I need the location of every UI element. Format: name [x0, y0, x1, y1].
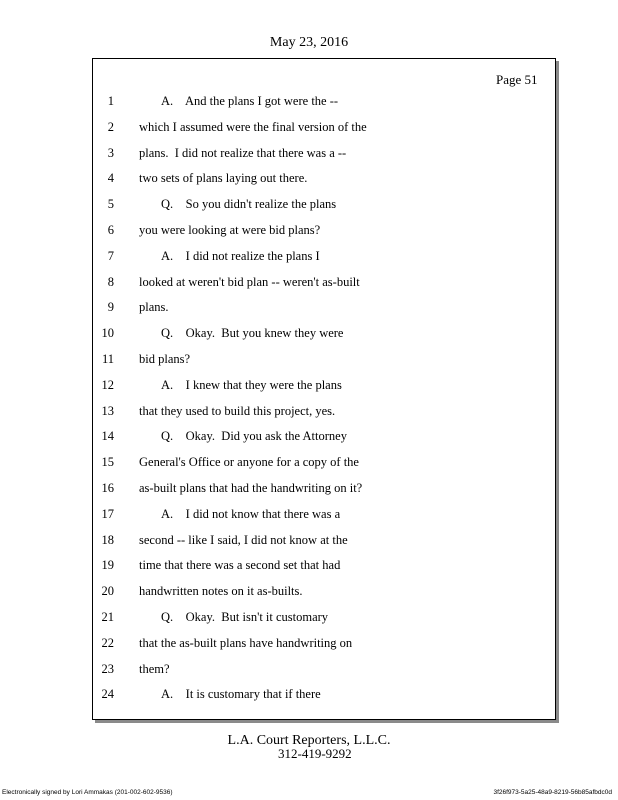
line-text: bid plans?: [139, 352, 191, 366]
line-text: Q. So you didn't realize the plans: [161, 197, 337, 212]
line-number: 11: [101, 352, 114, 366]
transcript-line: [0, 558, 618, 576]
line-text: which I assumed were the final version of the: [139, 119, 367, 134]
line-number: 10: [101, 326, 114, 341]
line-text: plans.: [139, 300, 169, 315]
transcript-line: [0, 300, 618, 318]
transcript-line: [0, 533, 618, 551]
line-number: 24: [101, 687, 114, 702]
line-text: as-built plans that had the handwriting on it?: [139, 481, 363, 495]
transcript-line: [0, 507, 618, 525]
line-number: 14: [101, 429, 114, 444]
line-number: 2: [107, 119, 114, 134]
transcript-line: [0, 481, 618, 499]
line-text: Q. Okay. But isn't it customary: [161, 610, 329, 624]
page-number: Page 51: [496, 72, 538, 87]
transcript-line: [0, 662, 618, 680]
line-number: 6: [107, 223, 114, 237]
transcript-line: [0, 171, 618, 189]
line-number: 21: [101, 610, 114, 624]
line-number: 5: [107, 197, 114, 212]
line-number: 4: [107, 171, 114, 186]
line-number: 17: [101, 506, 114, 521]
line-number: 7: [107, 248, 114, 263]
document-hash: 3f26f973-5a25-48a9-8219-56b85afbdc0d: [493, 789, 612, 796]
line-text: looked at weren't bid plan -- weren't as-built: [139, 274, 360, 289]
transcript-line: [0, 687, 618, 705]
transcript-line: [0, 352, 618, 370]
line-number: 9: [107, 300, 114, 315]
line-number: 23: [101, 661, 114, 676]
transcript-line: [0, 146, 618, 164]
transcript-line: [0, 120, 618, 138]
line-number: 8: [107, 274, 114, 289]
transcript-line: [0, 610, 618, 628]
line-text: A. I did not know that there was a: [161, 506, 341, 521]
line-number: 3: [107, 145, 114, 160]
line-text: handwritten notes on it as-builts.: [139, 584, 303, 599]
line-number: 19: [101, 558, 114, 573]
line-number: 20: [101, 584, 114, 599]
transcript-line: [0, 455, 618, 473]
transcript-line: [0, 636, 618, 654]
line-text: A. I did not realize the plans I: [161, 248, 320, 263]
transcript-line: [0, 249, 618, 267]
reporter-company: L.A. Court Reporters, L.L.C.: [227, 733, 391, 748]
reporter-phone: 312-419-9292: [278, 746, 352, 761]
transcript-line: [0, 584, 618, 602]
line-number: 16: [101, 481, 114, 495]
transcript-line: [0, 326, 618, 344]
line-text: A. It is customary that if there: [161, 687, 321, 702]
line-number: 12: [101, 377, 114, 392]
line-text: that they used to build this project, yes.: [139, 403, 336, 418]
line-text: General's Office or anyone for a copy of the: [139, 455, 359, 470]
line-number: 22: [101, 635, 114, 650]
line-number: 18: [101, 532, 114, 547]
line-text: that the as-built plans have handwriting on: [139, 635, 353, 650]
line-number: 15: [101, 455, 114, 470]
line-text: A. I knew that they were the plans: [161, 377, 342, 392]
transcript-line: [0, 94, 618, 112]
transcript-line: [0, 378, 618, 396]
line-text: you were looking at were bid plans?: [139, 223, 321, 237]
electronic-signature-note: Electronically signed by Lori Ammakas (201-002-602-9536): [2, 789, 173, 796]
line-text: second -- like I said, I did not know at the: [139, 532, 348, 547]
line-text: Q. Okay. But you knew they were: [161, 326, 344, 341]
line-text: plans. I did not realize that there was a --: [139, 145, 347, 160]
transcript-line: [0, 197, 618, 215]
line-text: time that there was a second set that had: [139, 558, 341, 573]
line-number: 13: [101, 403, 114, 418]
line-number: 1: [107, 94, 114, 108]
transcript-line: [0, 275, 618, 293]
transcript-line: [0, 223, 618, 241]
transcript-line: [0, 404, 618, 422]
transcript-date: May 23, 2016: [269, 35, 349, 50]
transcript-line: [0, 429, 618, 447]
line-text: Q. Okay. Did you ask the Attorney: [161, 429, 347, 444]
line-text: them?: [139, 661, 170, 676]
line-text: A. And the plans I got were the --: [161, 94, 339, 108]
line-text: two sets of plans laying out there.: [139, 171, 308, 186]
